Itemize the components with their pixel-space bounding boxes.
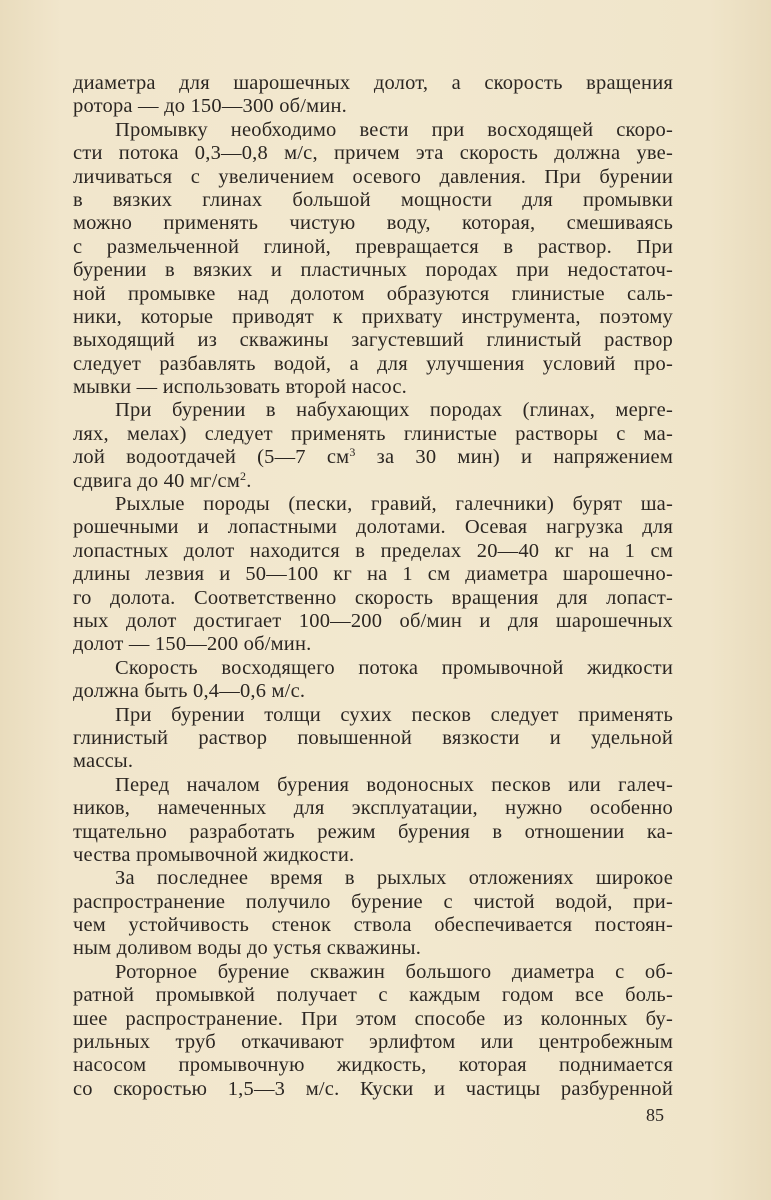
text-line: сти потока 0,3—0,8 м/с, причем эта скорость должна уве- [73,142,673,165]
text-line: ных долот достигает 100—200 об/мин и для шарошечных [73,609,673,632]
text-fragment: лой водоотдачей (5—7 см [73,446,350,469]
text-line: При бурении в набухающих породах (глинах, мерге- [115,399,673,422]
text-line: Промывку необходимо вести при восходящей скоро- [115,118,673,141]
superscript: 2 [240,468,247,483]
text-line: лях, мелах) следует применять глинистые растворы с ма- [73,422,673,445]
text-line: глинистый раствор повышенной вязкости и удельной [73,726,673,749]
text-line: в вязких глинах большой мощности для промывки [73,188,673,211]
text-line: ротора — до 150—300 об/мин. [73,95,348,118]
text-line: рильных труб откачивают эрлифтом или центробежным [73,1031,673,1054]
text-line: выходящий из скважины загустевший глинистый раствор [73,329,673,352]
text-line: личиваться с увеличением осевого давления. При бурении [73,165,673,188]
text-line: чества промывочной жидкости. [73,843,355,866]
text-line: ников, намеченных для эксплуатации, нужно особенно [73,797,673,820]
text-line: следует разбавлять водой, а для улучшения условий про- [73,352,673,375]
text-line: чем устойчивость стенок ствола обеспечивается постоян- [73,914,673,937]
text-line: долот — 150—200 об/мин. [73,633,312,656]
text-line: При бурении толщи сухих песков следует применять [115,703,673,726]
text-line: За последнее время в рыхлых отложениях широкое [115,867,673,890]
text-line: массы. [73,750,134,773]
text-line: шее распространение. При этом способе из колонных бу- [73,1007,673,1030]
text-line: ратной промывкой получает с каждым годом все боль- [73,984,673,1007]
text-line: ным доливом воды до устья скважины. [73,937,422,960]
text-line: го долота. Соответственно скорость вращения для лопаст- [73,586,673,609]
text-line: Перед началом бурения водоносных песков или галеч- [115,773,673,796]
text-line: мывки — использовать второй насос. [73,376,407,399]
text-line: ной промывке над долотом образуются глинистые саль- [73,282,673,305]
text-line: диаметра для шарошечных долот, а скорость вращения [73,72,673,94]
text-line: можно применять чистую воду, которая, смешиваясь [73,212,673,235]
text-fragment: . [246,469,252,492]
text-line-with-superscript [73,446,673,469]
text-line: тщательно разработать режим бурения в отношении ка- [73,820,673,843]
page-body-text [73,72,673,1101]
text-line-with-superscript [73,470,673,493]
text-line: с размельченной глиной, превращается в раствор. При [73,235,673,258]
text-line: рошечными и лопастными долотами. Осевая нагрузка для [73,516,673,539]
text-line: Роторное бурение скважин большого диаметра с об- [115,960,673,983]
text-line: лопастных долот находится в пределах 20—40 кг на 1 см [73,539,673,562]
text-line: длины лезвия и 50—100 кг на 1 см диаметра шарошечно- [73,563,673,586]
page-number: 85 [646,1105,664,1125]
text-line: Скорость восходящего потока промывочной жидкости [115,656,673,679]
text-fragment: сдвига до 40 мг/см [73,469,240,492]
text-line: со скоростью 1,5—3 м/с. Куски и частицы разбуренной [73,1077,673,1100]
text-line: Рыхлые породы (пески, гравий, галечники) бурят ша- [115,493,673,516]
superscript: 3 [349,445,356,460]
text-line: ники, которые приводят к прихвату инструмента, поэтому [73,305,673,328]
text-line: бурении в вязких и пластичных породах при недостаточ- [73,259,673,282]
text-line: распространение получило бурение с чистой водой, при- [73,890,673,913]
text-line: должна быть 0,4—0,6 м/с. [73,680,306,703]
text-fragment: за 30 мин) и напряжением [355,446,673,469]
text-line: насосом промывочную жидкость, которая поднимается [73,1054,673,1077]
